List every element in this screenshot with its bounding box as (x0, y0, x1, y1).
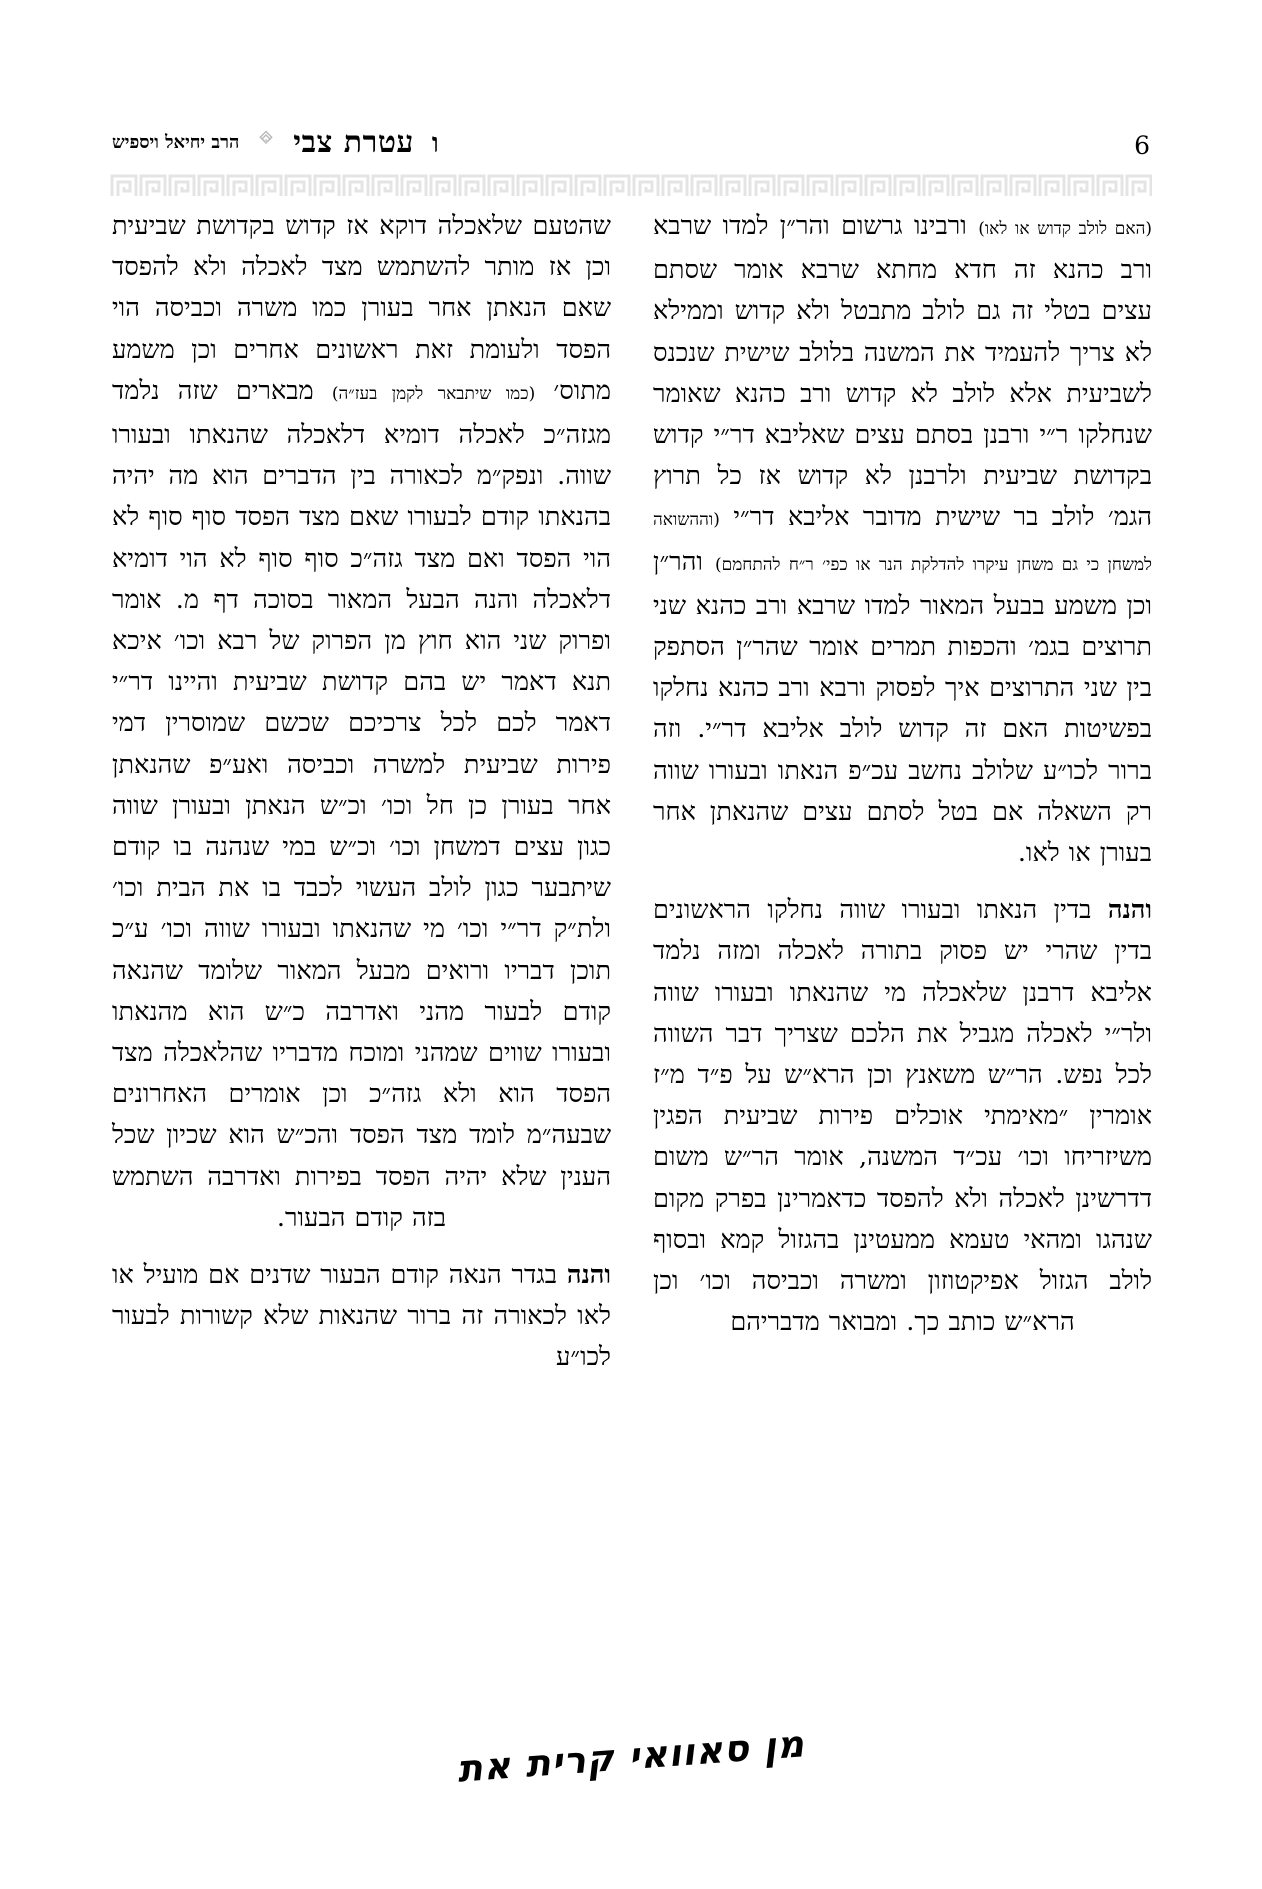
author-name: הרב יחיאל ויספיש (112, 132, 240, 153)
paragraph-lead-word: והנה (566, 1260, 611, 1291)
text-body (112, 206, 1152, 1426)
diamond-icon (253, 130, 279, 156)
paragraph (653, 206, 1152, 874)
body-text: מבארים שזה נלמד מגזה״כ לאכלה דומיא דלאכלה שהנאתו ובעורו שווה. ונפק״מ לכאורה בין הדברים הוא מה יהיה בהנאתו קודם לבעורו שאם מצד הפסד סוף סוף לא הוי הפסד ואם מצד גזה״כ סוף סוף לא הוי דומיא דלאכלה והנה הבעל המאור בסוכה דף מ. אומר ופרוק שני הוא חוץ מן הפרוק של רבא וכו׳ איכא תנא דאמר יש בהם קדושת שביעית והיינו דר״י דאמר לכם לכל צרכיכם שכשם שמוסרין דמי פירות שביעית למשרה וכביסה ואע״פ שהנאתן אחר בעורן כן חל וכו׳ וכ״ש הנאתן ובעורן שווה כגון עצים דמשחן וכו׳ וכ״ש במי שנהנה בו קודם שיתבער כגון לולב העשוי לכבד בו את הבית וכו׳ ולת״ק דר״י וכו׳ מי שהנאתו ובעורו שווה וכו׳ ע״כ תוכן דבריו ורואים מבעל המאור שלומד שהנאה קודם לבעור מהני ואדרבה כ״ש הוא מהנאתו ובעורו שווים שמהני ומוכח מדבריו שהלאכלה מצד הפסד הוא ולא גזה״כ וכן אומרים האחרונים שבעה״מ לומד מצד הפסד והכ״ש הוא שכיון שכל הענין שלא יהיה הפסד בפירות ואדרבה השתמש בזה קודם הבעור. (112, 375, 611, 1233)
running-header (112, 112, 1150, 158)
header-folio-mark: ו (431, 127, 439, 159)
body-text: בדין הנאתו ובעורו שווה נחלקו הראשונים בדין שהרי יש פסוק בתורה לאכלה ומזה נלמד אליבא דרבנן שלאכלה מי שהנאתו ובעורו שווה ולר״י לאכלה מגביל את הלכם שצריך דבר השווה לכל נפש. הר״ש משאנץ וכן הרא״ש על פ״ד מ״ז אומרין ״מאימתי אוכלים פירות שביעית הפגין משיזריחו וכו׳ עכ״ד המשנה, אומר הר״ש משום דדרשינן לאכלה ולא להפסד כדאמרינן בפרק מקום שנהגו ומהאי טעמא ממעטינן בהגזול קמא ובסוף לולב הגזול אפיקטוזון ומשרה וכביסה וכו׳ וכן הרא״ש כותב כך. ומבואר מדבריהם (653, 895, 1152, 1338)
inline-note: (כמו שיתבאר לקמן בעז״ה) (331, 383, 536, 404)
body-text: שהטעם שלאכלה דוקא אז קדוש בקדושת שביעית וכן אז מותר להשתמש מצד לאכלה ולא להפסד שאם הנאתן אחר בעורן כמו משרה וכביסה הוי הפסד ולעומת זאת ראשונים אחרים וכן משמע מתוס׳ (112, 211, 611, 406)
column-left (112, 206, 611, 1426)
page-number: 6 (1134, 131, 1150, 160)
handwritten-watermark: מן סאוואי קרית את (455, 1722, 807, 1791)
header-title-group (112, 125, 439, 160)
body-text: ורבינו גרשום והר״ן למדו שרבא ורב כהנא זה חדא מחתא שרבא אומר שסתם עצים בטלי זה גם לולב מתבטל ולא קדוש וממילא לא צריך להעמיד את המשנה בלולב שישית שנכנס לשביעית אלא לולב לא קדוש ורב כהנא שאומר שנחלקו ר״י ורבנן בסתם עצים שאליבא דר״י קדוש בקדושת שביעית ולרבנן לא קדוש אז כל תרוץ הגמ׳ לולב בר שישית מדובר אליבא דר״י (653, 211, 1153, 533)
paragraph-lead-word: והנה (1107, 895, 1152, 926)
greek-key-border-icon (110, 172, 1152, 198)
body-text: בגדר הנאה קודם הבעור שדנים אם מועיל או לאו לכאורה זה ברור שהנאות שלא קשורות לבעור לכו״ע (112, 1260, 611, 1373)
paragraph (653, 890, 1152, 1343)
inline-note: (האם לולב קדוש או לאו) (978, 219, 1153, 239)
column-right (653, 206, 1152, 1426)
paragraph (112, 1255, 611, 1379)
inline-note: (וההשואה למשחן כי גם משחן עיקרו להדלקת הנר או כפי׳ ר״ח להתחמם) (653, 510, 1152, 575)
paragraph (112, 206, 611, 1239)
body-text: והר״ן וכן משמע בבעל המאור למדו שרבא ורב כהנא שני תרוצים בגמ׳ והכפות תמרים אומר שהר״ן הסתפק בין שני התרוצים איך לפסוק ורבא ורב כהנא נחלקו בפשיטות האם זה קדוש לולב אליבא דר״י. וזה ברור לכו״ע שלולב נחשב עכ״פ הנאתו ובעורו שווה רק השאלה אם בטל לסתם עצים שהנאתן אחר בעורן או לאו. (653, 546, 1152, 869)
book-title: עטרת צבי (293, 125, 414, 160)
